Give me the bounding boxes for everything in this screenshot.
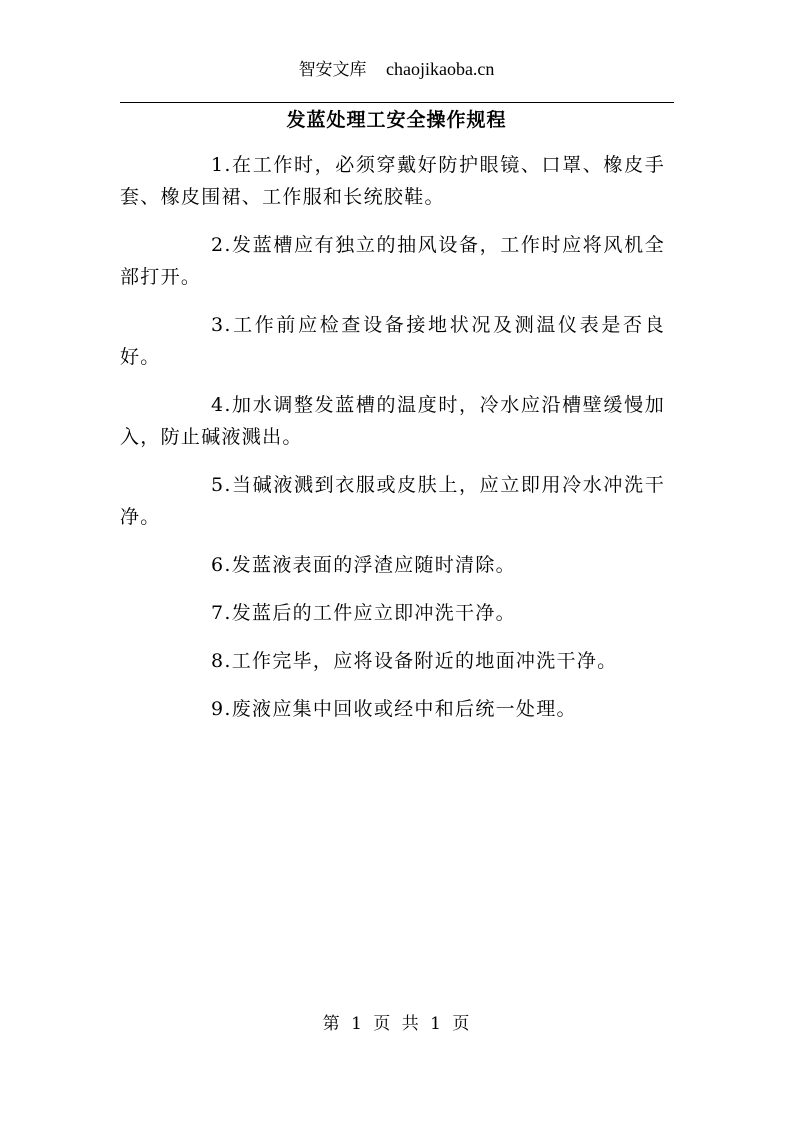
rule-item-6: 6.发蓝液表面的浮渣应随时清除。 (211, 554, 516, 576)
document-body (120, 149, 665, 741)
header-brand: 智安文库 (298, 60, 367, 80)
rule-item-9: 9.废液应集中回收或经中和后统一处理。 (211, 698, 577, 720)
rule-item-5: 5.当碱液溅到衣服或皮肤上，应立即用冷水冲洗干净。 (120, 474, 665, 528)
document-title: 发蓝处理工安全操作规程 (286, 109, 507, 131)
rule-item-8: 8.工作完毕，应将设备附近的地面冲洗干净。 (211, 650, 618, 672)
rule-item-3: 3.工作前应检查设备接地状况及测温仪表是否良好。 (120, 314, 665, 368)
rule-item-7: 7.发蓝后的工件应立即冲洗干净。 (211, 602, 516, 624)
rule-item-4: 4.加水调整发蓝槽的温度时，冷水应沿槽壁缓慢加入，防止碱液溅出。 (120, 394, 665, 448)
header-site: chaojikaoba.cn (385, 59, 495, 79)
header-divider (120, 102, 674, 103)
rule-item-2: 2.发蓝槽应有独立的抽风设备，工作时应将风机全部打开。 (120, 234, 665, 288)
page-footer: 第 1 页 共 1 页 (322, 1014, 471, 1034)
rule-item-1: 1.在工作时，必须穿戴好防护眼镜、口罩、橡皮手套、橡皮围裙、工作服和长统胶鞋。 (120, 154, 665, 208)
page-header (0, 57, 793, 82)
